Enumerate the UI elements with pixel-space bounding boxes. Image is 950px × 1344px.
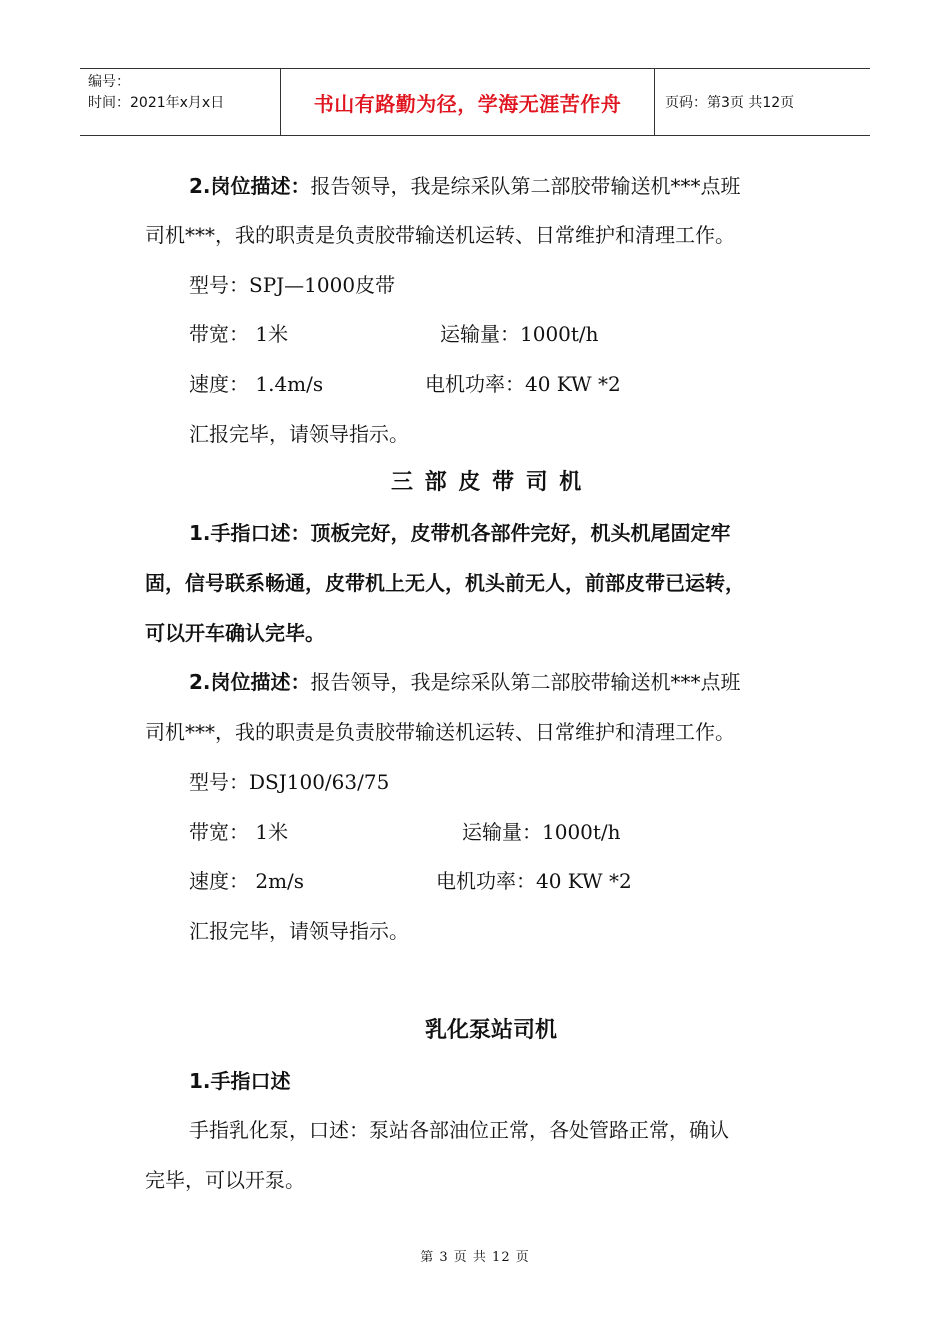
page-footer: 第 3 页 共 12 页 xyxy=(420,1250,530,1265)
motor-power: 电机功率：40 KW *2 xyxy=(436,869,632,893)
transport-capacity: 运输量：1000t/h xyxy=(462,820,621,844)
header-motto: 书山有路勤为径，学海无涯苦作舟 xyxy=(281,69,655,135)
model-line: 型号：SPJ—1000皮带 xyxy=(189,273,396,297)
model-line: 型号：DSJ100/63/75 xyxy=(189,770,390,794)
pump-statement-line-2: 完毕，可以开泵。 xyxy=(145,1168,305,1192)
post-description-text-cont: 司机***，我的职责是负责胶带输送机运转、日常维护和清理工作。 xyxy=(145,223,735,247)
finger-statement-line-2: 固，信号联系畅通，皮带机上无人，机头前无人，前部皮带已运转， xyxy=(145,571,745,595)
belt-speed: 速度： 2m/s xyxy=(189,869,305,893)
belt-width: 带宽： 1米 xyxy=(189,820,289,844)
post-description-text-cont: 司机***，我的职责是负责胶带输送机运转、日常维护和清理工作。 xyxy=(145,720,735,744)
section-title-emulsion-pump: 乳化泵站司机 xyxy=(425,1018,558,1043)
report-complete: 汇报完毕，请领导指示。 xyxy=(189,919,409,943)
post-description-label: 2.岗位描述： xyxy=(189,670,311,694)
finger-statement-heading: 1.手指口述 xyxy=(189,1069,291,1093)
header-page-info: 页码：第3页 共12页 xyxy=(665,95,795,111)
document-time: 时间：2021年x月x日 xyxy=(88,95,225,111)
belt-width: 带宽： 1米 xyxy=(189,322,289,346)
finger-statement-line-3: 可以开车确认完毕。 xyxy=(145,621,325,645)
post-description-label: 2.岗位描述： xyxy=(189,174,311,198)
header-meta xyxy=(80,69,281,135)
page-header xyxy=(80,68,870,136)
motor-power: 电机功率：40 KW *2 xyxy=(425,372,621,396)
post-description-text: 报告领导，我是综采队第二部胶带输送机***点班 xyxy=(310,174,741,198)
post-description-paragraph xyxy=(189,667,741,697)
report-complete: 汇报完毕，请领导指示。 xyxy=(189,422,409,446)
pump-statement-line-1: 手指乳化泵，口述：泵站各部油位正常，各处管路正常，确认 xyxy=(189,1118,729,1142)
post-description-paragraph xyxy=(189,171,741,201)
belt-speed: 速度： 1.4m/s xyxy=(189,372,324,396)
section-title-third-belt: 三 部 皮 带 司 机 xyxy=(391,470,584,495)
document-number-label: 编号： xyxy=(88,74,130,90)
finger-statement-line-1: 1.手指口述：顶板完好，皮带机各部件完好，机头机尾固定牢 xyxy=(189,521,731,545)
transport-capacity: 运输量：1000t/h xyxy=(440,322,599,346)
post-description-text: 报告领导，我是综采队第二部胶带输送机***点班 xyxy=(310,670,741,694)
